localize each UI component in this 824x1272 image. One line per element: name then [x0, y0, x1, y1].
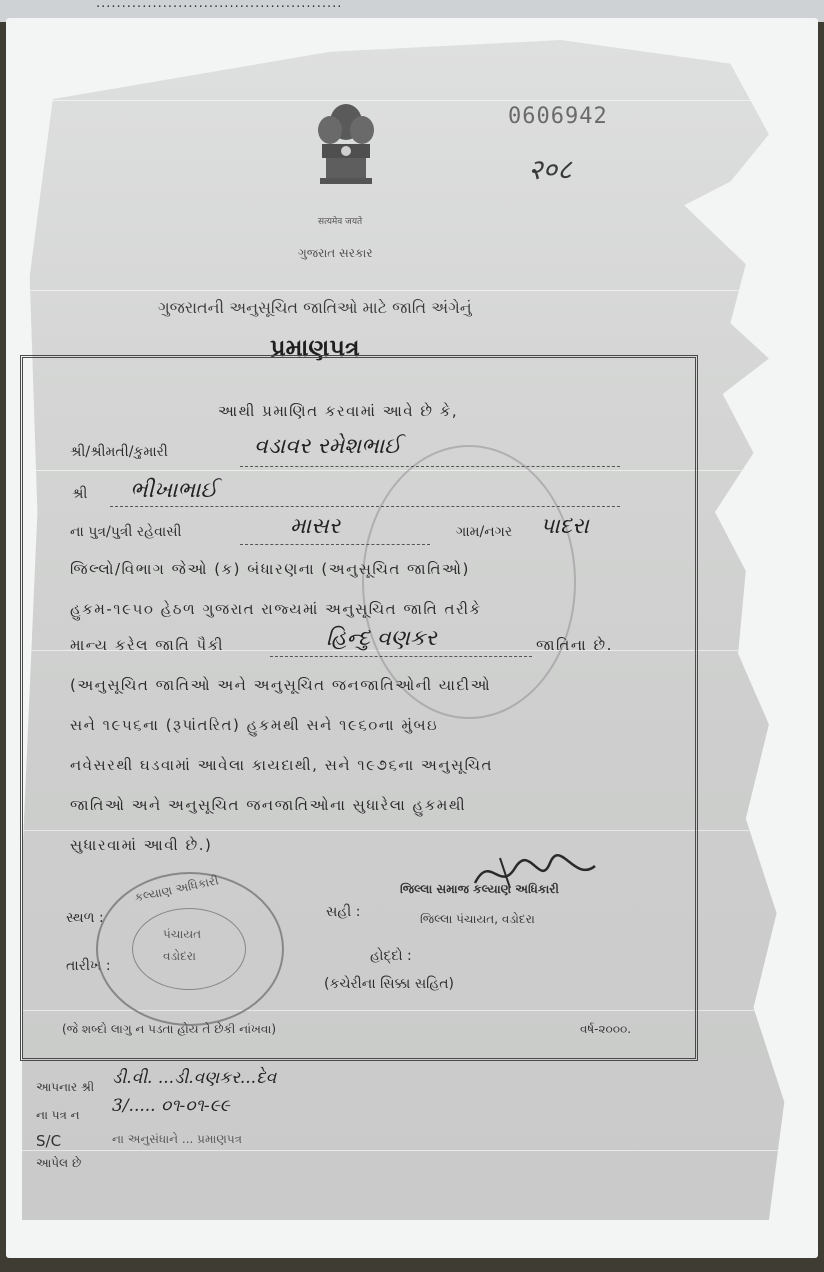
stamp-outer-text: કલ્યાણ અધિકારી — [133, 873, 220, 905]
note-3-value: ના અનુસંધાને ... પ્રમાણપત્ર — [112, 1132, 242, 1146]
father-line — [110, 506, 620, 507]
serial-number: 0606942 — [508, 104, 608, 129]
date-label: તારીખ : — [66, 958, 111, 974]
emblem-motto: सत्यमेव जयते — [318, 217, 363, 227]
father-value: ભીખાભાઈ — [130, 478, 218, 503]
name-label: શ્રી/શ્રીમતી/કુમારી — [70, 444, 168, 460]
note-4-label: આપેલ છે — [36, 1156, 82, 1170]
village-label: ગામ/નગર — [456, 524, 513, 540]
body-line-11: સુધારવામાં આવી છે.) — [70, 836, 213, 854]
certificate-subtitle: ગુજરાતની અનુસૂચિત જાતિઓ માટે જાતિ અંગેનું — [158, 298, 472, 317]
footnote: (જે શબ્દો લાગુ ન પડતા હોય તે છેકી નાંખવા) — [62, 1022, 277, 1036]
seal-note: (કચેરીના સિક્કા સહિત) — [324, 976, 455, 992]
residence-value: માસર — [290, 514, 341, 539]
note-1-label: આપનાર શ્રી — [36, 1080, 95, 1094]
designation-label: હોદ્દો : — [370, 948, 412, 964]
residence-line — [240, 544, 430, 545]
caste-line — [270, 656, 532, 657]
officer-title-2: જિલ્લા પંચાયત, વડોદરા — [420, 912, 535, 926]
office-stamp — [96, 872, 284, 1026]
name-line — [240, 466, 620, 467]
body-line-10: જાતિઓ અને અનુસૂચિત જનજાતિઓના સુધારેલા હુકમથી — [70, 796, 467, 814]
caste-value: હિન્દુ વણકર — [326, 626, 437, 651]
father-label: શ્રી — [72, 486, 88, 502]
state-emblem-icon — [306, 100, 386, 210]
certificate-title: પ્રમાણપત્ર — [270, 334, 360, 362]
village-value: પાદરા — [540, 514, 589, 539]
form-year: વર્ષ-૨૦૦૦. — [580, 1022, 632, 1036]
body-line-8: સને ૧૯૫૬ના (રૂપાંતરિત) હુકમથી સને ૧૯૬૦ના મુંબઇ — [70, 716, 439, 734]
handwritten-number: २०८ — [528, 153, 572, 186]
officer-title-1: જિલ્લા સમાજ કલ્યાણ અધિકારી — [400, 882, 559, 896]
stamp-inner-text-2: વડોદરા — [163, 949, 196, 963]
note-1-value: ડી.વી. ...ડી.વણકર...દેવ — [112, 1068, 277, 1088]
body-line-5: હુકમ-૧૯૫૦ હેઠળ ગુજરાત રાજ્યમાં અનુસૂચિત જાતિ તરીકે — [70, 600, 482, 618]
intro-line: આથી પ્રમાણિત કરવામાં આવે છે કે, — [218, 402, 459, 420]
body-line-6-prefix: માન્ય કરેલ જાતિ પૈકી — [70, 636, 225, 654]
body-line-9: નવેસરથી ઘડવામાં આવેલા કાયદાથી, સને ૧૯૭૬ના અનુસૂચિત — [70, 756, 493, 774]
name-value: વડાવર રમેશભાઈ — [254, 434, 402, 459]
note-2-label: ના પત્ર ન — [36, 1108, 80, 1122]
scan-line — [22, 290, 792, 291]
body-line-6-suffix: જાતિના છે. — [536, 636, 613, 654]
stamp-inner-text-1: પંચાયત — [163, 927, 202, 941]
note-2-value: 3/..... ૦૧-૦૧-૯૯ — [112, 1096, 230, 1116]
scan-line — [22, 1150, 792, 1151]
scan-line — [22, 100, 792, 101]
top-strip-text: ................................................ — [96, 0, 343, 11]
signature-label: સહી : — [326, 904, 361, 920]
body-line-4: જિલ્લો/વિભાગ જેઓ (ક) બંધારણના (અનુસૂચિત જાતિઓ) — [70, 560, 470, 578]
note-3-label: S/C — [36, 1132, 62, 1150]
place-label: સ્થળ : — [66, 910, 104, 926]
stamp-inner-ring — [132, 908, 246, 990]
residence-label: ના પુત્ર/પુત્રી રહેવાસી — [70, 524, 182, 540]
government-name: ગુજરાત સરકાર — [298, 246, 373, 260]
body-line-7: (અનુસૂચિત જાતિઓ અને અનુસૂચિત જનજાતિઓની યાદીઓ — [70, 676, 492, 694]
